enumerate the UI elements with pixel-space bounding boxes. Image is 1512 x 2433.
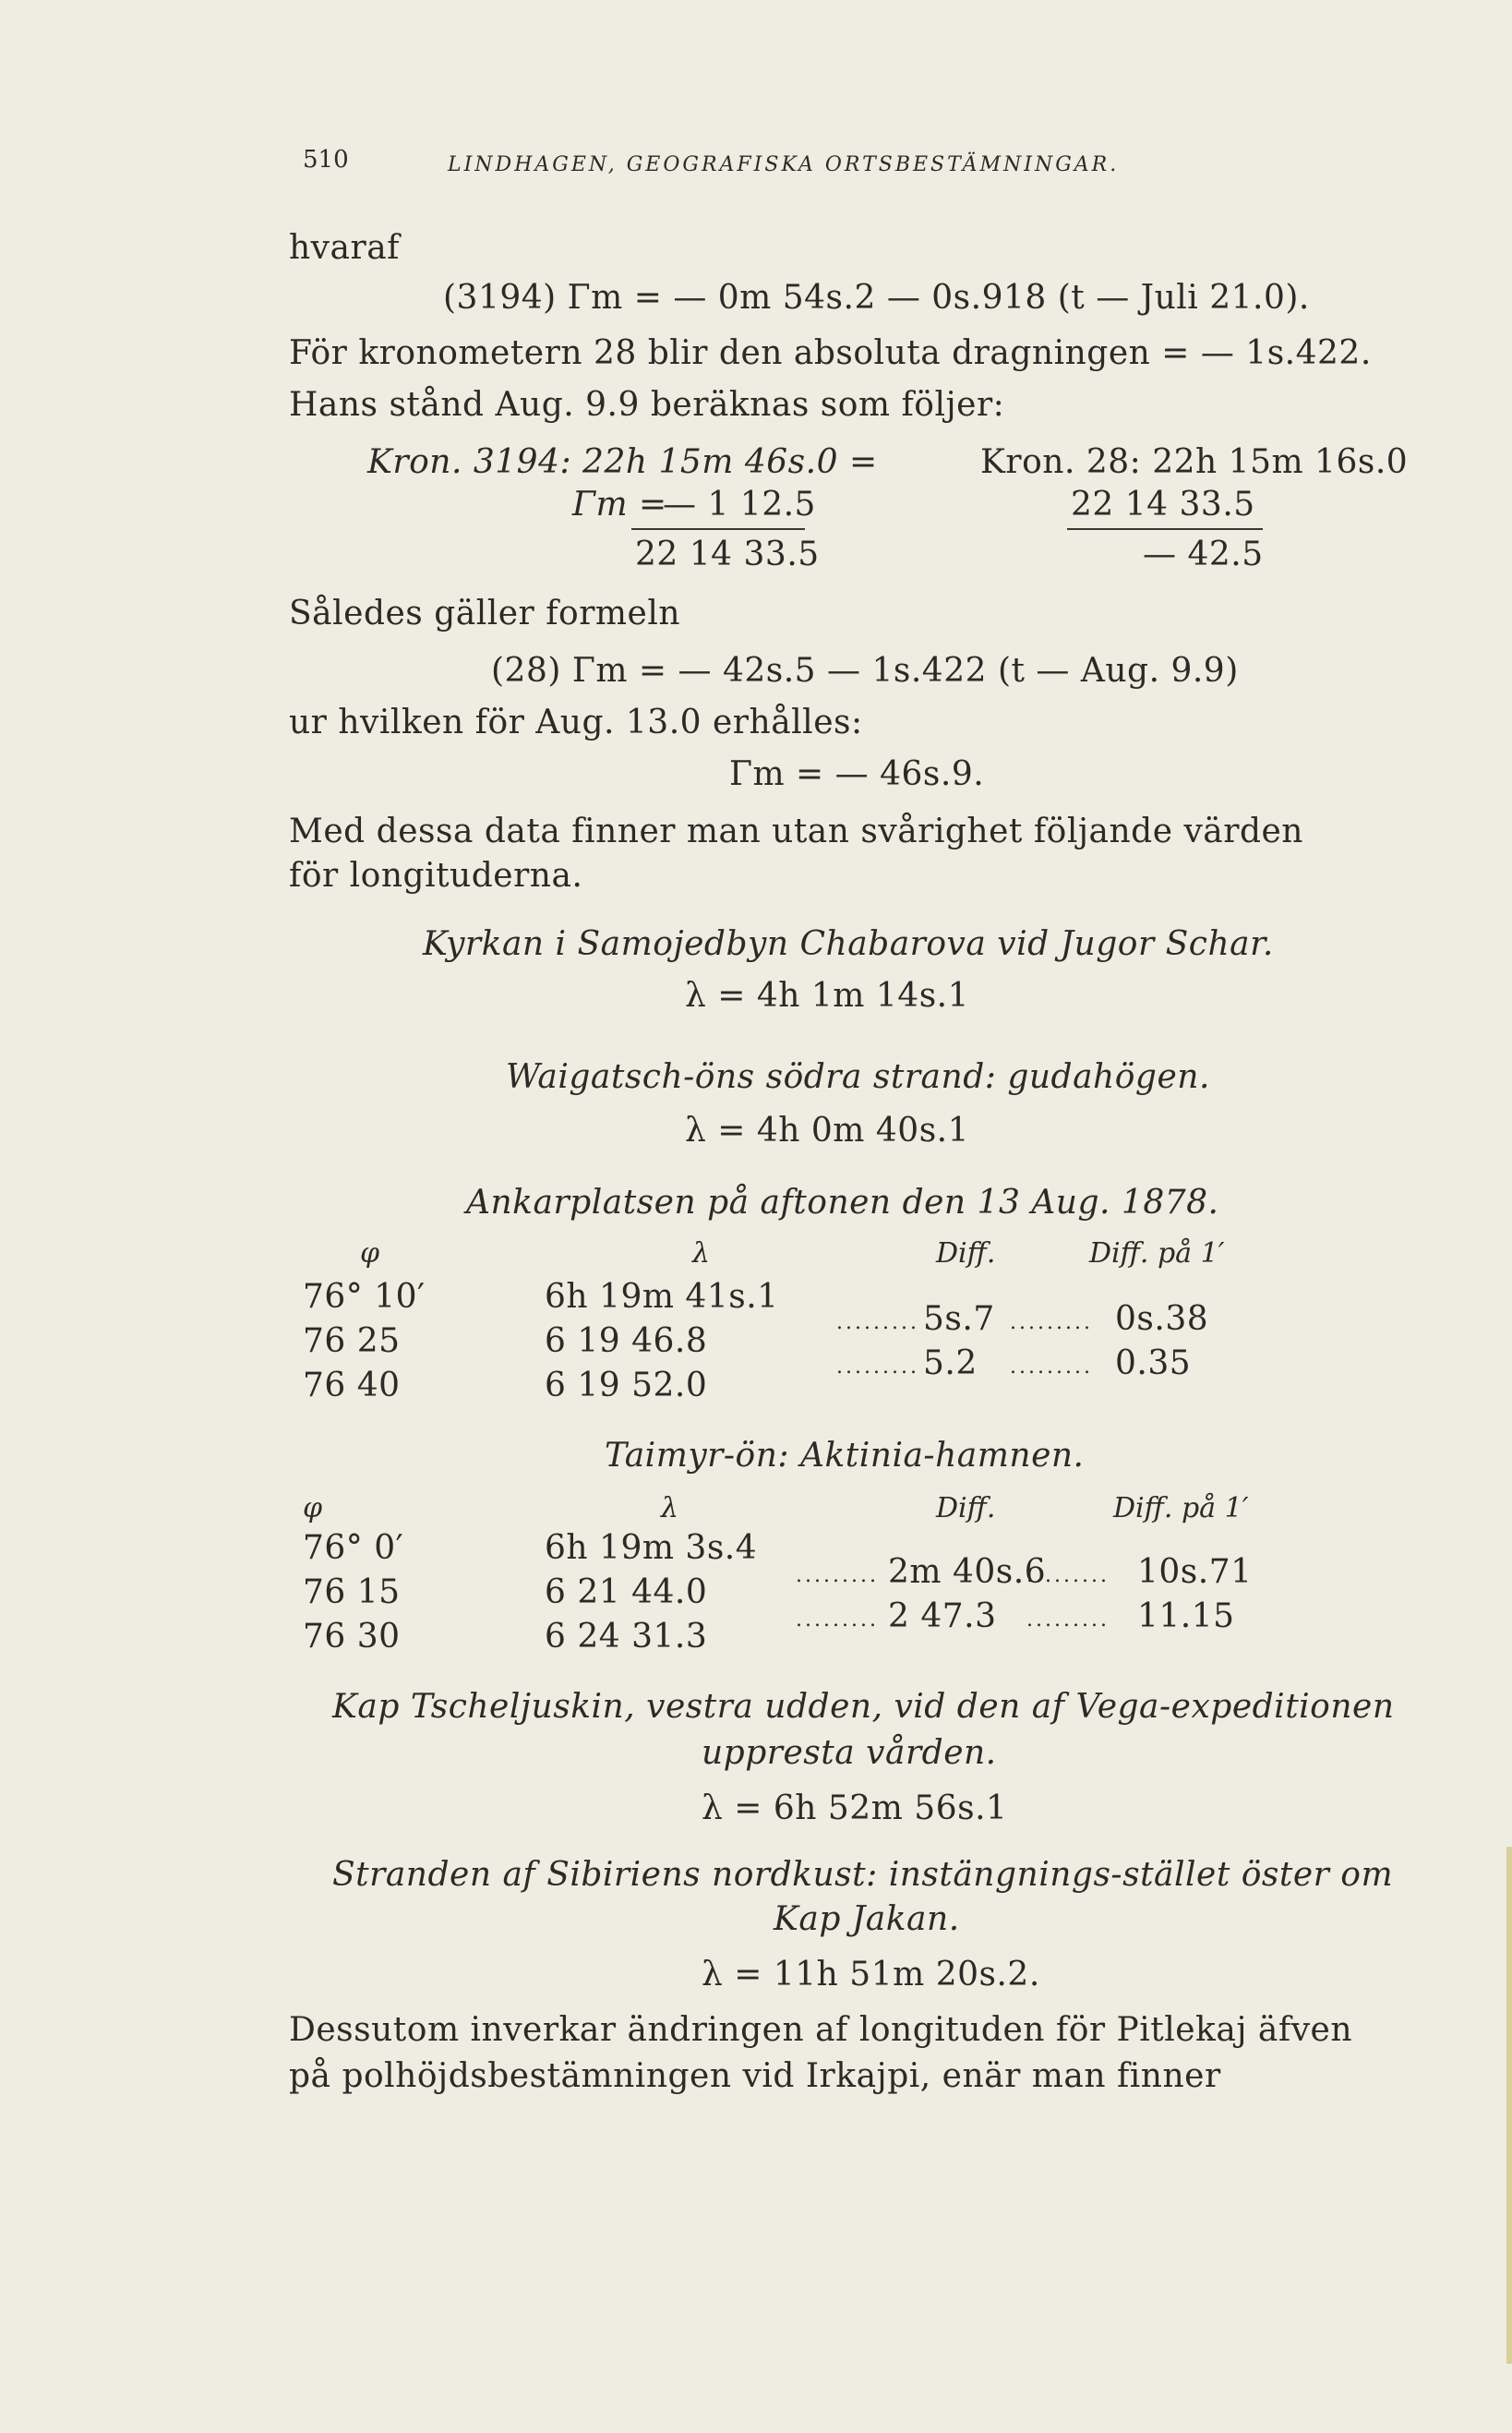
intro-line-2: för longituderna. [289,857,583,895]
page-edge [1506,1847,1512,2364]
leader-dots: ......... [1026,1608,1110,1632]
table1-header-diff: Diff. [936,1237,996,1270]
leader-dots: ......... [1010,1311,1093,1334]
table2-header-diff: Diff. [936,1492,996,1524]
table2-row1-phi: 76° 0′ [303,1529,404,1567]
calc-right-row2: 22 14 33.5 [1071,486,1255,524]
calc-right-row1: Kron. 28: 22h 15m 16s.0 [980,443,1409,481]
table1-header-diff-per: Diff. på 1′ [1089,1237,1225,1270]
table2-row3-phi: 76 30 [303,1618,401,1656]
table2-header-lambda: λ [661,1492,679,1524]
intro-line-1: Med dessa data finner man utan svårighet följande värden [289,813,1303,850]
calc-left-row2-value: — 1 12.5 [663,486,816,524]
table2-diff-per-1: 10s.71 [1137,1553,1253,1591]
page-number: 510 [303,146,349,174]
running-title: LINDHAGEN, GEOGRAFISKA ORTSBESTÄMNINGAR. [448,153,1120,176]
ankarplatsen-title: Ankarplatsen på aftonen den 13 Aug. 1878. [466,1184,1219,1222]
table1-header-lambda: λ [692,1237,711,1270]
calc-left-rule [631,528,805,530]
stranden-title-line-2: Kap Jakan. [774,1900,960,1938]
stranden-lambda: λ = 11h 51m 20s.2. [702,1956,1040,1993]
closing-line-2: på polhöjdsbestämningen vid Irkajpi, enär man finner [289,2057,1221,2095]
leader-dots: ......... [836,1355,919,1379]
kronometern-line: För kronometern 28 blir den absoluta dragningen = — 1s.422. [289,334,1372,372]
table2-diff-2: 2 47.3 [888,1597,997,1635]
kap-lambda: λ = 6h 52m 56s.1 [702,1789,1008,1827]
kyrkan-title: Kyrkan i Samojedbyn Chabarova vid Jugor Schar. [423,925,1274,963]
table1-diff-per-1: 0s.38 [1115,1300,1209,1338]
table2-diff-per-2: 11.15 [1137,1597,1235,1635]
equation-28: (28) Γm = — 42s.5 — 1s.422 (t — Aug. 9.9) [491,652,1239,690]
table1-row2-lambda: 6 19 46.8 [545,1322,708,1360]
table2-row2-phi: 76 15 [303,1573,401,1611]
table1-row1-phi: 76° 10′ [303,1278,426,1316]
table2-row2-lambda: 6 21 44.0 [545,1573,708,1611]
calc-right-row3: — 42.5 [1143,536,1264,573]
table1-header-phi: φ [360,1237,380,1270]
table2-header-phi: φ [303,1492,323,1524]
stranden-title-line-1: Stranden af Sibiriens nordkust: instängnings-stället öster om [332,1856,1394,1894]
calc-left-row1: Kron. 3194: 22h 15m 46s.0 = [367,443,878,481]
ur-hvilken-line: ur hvilken för Aug. 13.0 erhålles: [289,704,863,741]
table1-diff-2: 5.2 [923,1344,978,1382]
calc-left-row3: 22 14 33.5 [635,536,820,573]
leader-dots: ......... [836,1311,919,1334]
table2-row1-lambda: 6h 19m 3s.4 [545,1529,758,1567]
leader-dots: ......... [1026,1564,1110,1587]
waigatsch-lambda: λ = 4h 0m 40s.1 [685,1112,970,1150]
leader-dots: ......... [796,1564,879,1587]
waigatsch-title: Waigatsch-öns södra strand: gudahögen. [506,1058,1210,1096]
saledes-line: Således gäller formeln [289,595,681,632]
table1-row1-lambda: 6h 19m 41s.1 [545,1278,779,1316]
kyrkan-lambda: λ = 4h 1m 14s.1 [685,977,970,1015]
kap-title-line-2: uppresta vården. [702,1734,997,1772]
formula-result: Γm = — 46s.9. [729,755,985,793]
table2-row3-lambda: 6 24 31.3 [545,1618,708,1656]
table1-diff-1: 5s.7 [923,1300,995,1338]
table1-row3-lambda: 6 19 52.0 [545,1367,708,1404]
table2-header-diff-per: Diff. på 1′ [1113,1492,1249,1524]
table1-diff-per-2: 0.35 [1115,1344,1192,1382]
closing-line-1: Dessutom inverkar ändringen af longituden för Pitlekaj äfven [289,2011,1353,2049]
table1-row2-phi: 76 25 [303,1322,401,1360]
table2-diff-1: 2m 40s.6 [888,1553,1047,1591]
leader-dots: ......... [1010,1355,1093,1379]
hvaraf-text: hvaraf [289,229,400,267]
table2-title: Taimyr-ön: Aktinia-hamnen. [605,1437,1085,1475]
hans-stand-line: Hans stånd Aug. 9.9 beräknas som följer: [289,386,1005,424]
equation-3194: (3194) Γm = — 0m 54s.2 — 0s.918 (t — Juli 21.0). [443,279,1310,317]
table1-row3-phi: 76 40 [303,1367,401,1404]
calc-left-row2-label: Γm = [572,486,667,524]
leader-dots: ......... [796,1608,879,1632]
kap-title-line-1: Kap Tscheljuskin, vestra udden, vid den af Vega-expeditionen [332,1688,1395,1726]
calc-right-rule [1067,528,1263,530]
